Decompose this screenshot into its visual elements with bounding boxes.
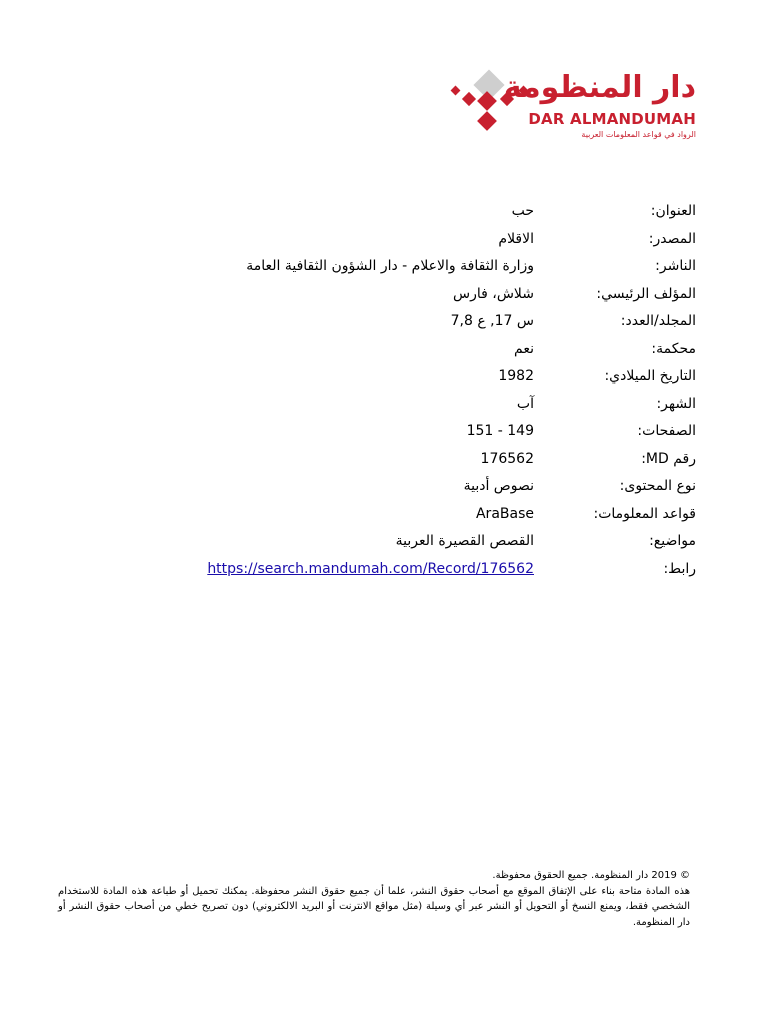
usage-notice: هذه المادة متاحة بناء على الإتفاق الموقع مع أصحاب حقوق النشر، علما أن جميع حقوق النشر محفوظة. يمكنك تحميل أو طباعة هذه المادة للاستخدام الشخصي فقط، ويمنع النسخ أو التحويل أو النشر عبر أي وسيلة (مثل مواقع الانترنت أو البريد الالكتروني) دون تصريح خطي من أصحاب حقوق النشر أو دار المنظومة. <box>58 885 690 928</box>
field-label: نوع المحتوى: <box>619 478 696 494</box>
record-row-database <box>0 501 768 529</box>
record-row-month <box>0 391 768 419</box>
field-label: الصفحات: <box>637 423 696 439</box>
field-value-link-wrapper <box>14 556 534 584</box>
field-value: القصص القصيرة العربية <box>395 533 534 549</box>
logo-diamond-red-left <box>462 92 476 106</box>
field-value: 149 - 151 <box>466 423 534 439</box>
field-label: رابط: <box>663 560 696 577</box>
record-row-author <box>0 281 768 309</box>
record-row-title <box>0 198 768 226</box>
record-row-md-number <box>0 446 768 474</box>
field-label: المؤلف الرئيسي: <box>596 285 696 302</box>
copyright-line: © 2019 دار المنظومة. جميع الحقوق محفوظة. <box>492 870 690 881</box>
field-value: 176562 <box>480 450 534 467</box>
field-value: شلاش، فارس <box>453 285 534 302</box>
field-label: المجلد/العدد: <box>620 313 696 329</box>
record-row-content-type <box>0 473 768 501</box>
field-value: 1982 <box>498 368 534 384</box>
field-label: مواضيع: <box>649 533 696 549</box>
copyright-footer <box>58 868 690 930</box>
field-label: قواعد المعلومات: <box>593 505 696 522</box>
record-row-year <box>0 363 768 391</box>
field-label: المصدر: <box>648 230 696 247</box>
record-row-link <box>0 556 768 584</box>
field-value: وزارة الثقافة والاعلام - دار الشؤون الثقافية العامة <box>246 258 534 274</box>
field-label: العنوان: <box>650 203 696 219</box>
record-row-source <box>0 226 768 254</box>
field-label: رقم MD: <box>641 450 696 467</box>
field-value: الاقلام <box>498 230 534 247</box>
logo-tagline: الرواد في قواعد المعلومات العربية <box>581 130 696 139</box>
logo-diamond-red-bottom <box>477 111 497 131</box>
publisher-logo <box>444 68 700 148</box>
field-label: التاريخ الميلادي: <box>604 368 696 384</box>
field-value: AraBase <box>475 505 534 522</box>
field-label: الناشر: <box>655 258 696 274</box>
field-value: حب <box>511 203 534 219</box>
record-details <box>0 198 768 583</box>
field-value: س 17, ع 7,8 <box>450 313 534 329</box>
field-value: نصوص أدبية <box>463 478 534 494</box>
field-label: الشهر: <box>656 395 696 412</box>
logo-arabic-name: دار المنظومة <box>503 70 696 105</box>
field-value: آب <box>516 395 534 412</box>
record-row-peer-reviewed <box>0 336 768 364</box>
field-label: محكمة: <box>651 340 696 357</box>
record-row-publisher <box>0 253 768 281</box>
logo-english-name: DAR ALMANDUMAH <box>528 110 696 128</box>
logo-diamond-small-left <box>451 86 461 96</box>
record-row-subjects <box>0 528 768 556</box>
field-value: نعم <box>514 340 534 357</box>
record-row-pages <box>0 418 768 446</box>
record-link[interactable]: https://search.mandumah.com/Record/176562 <box>207 560 534 577</box>
record-row-volume-issue <box>0 308 768 336</box>
